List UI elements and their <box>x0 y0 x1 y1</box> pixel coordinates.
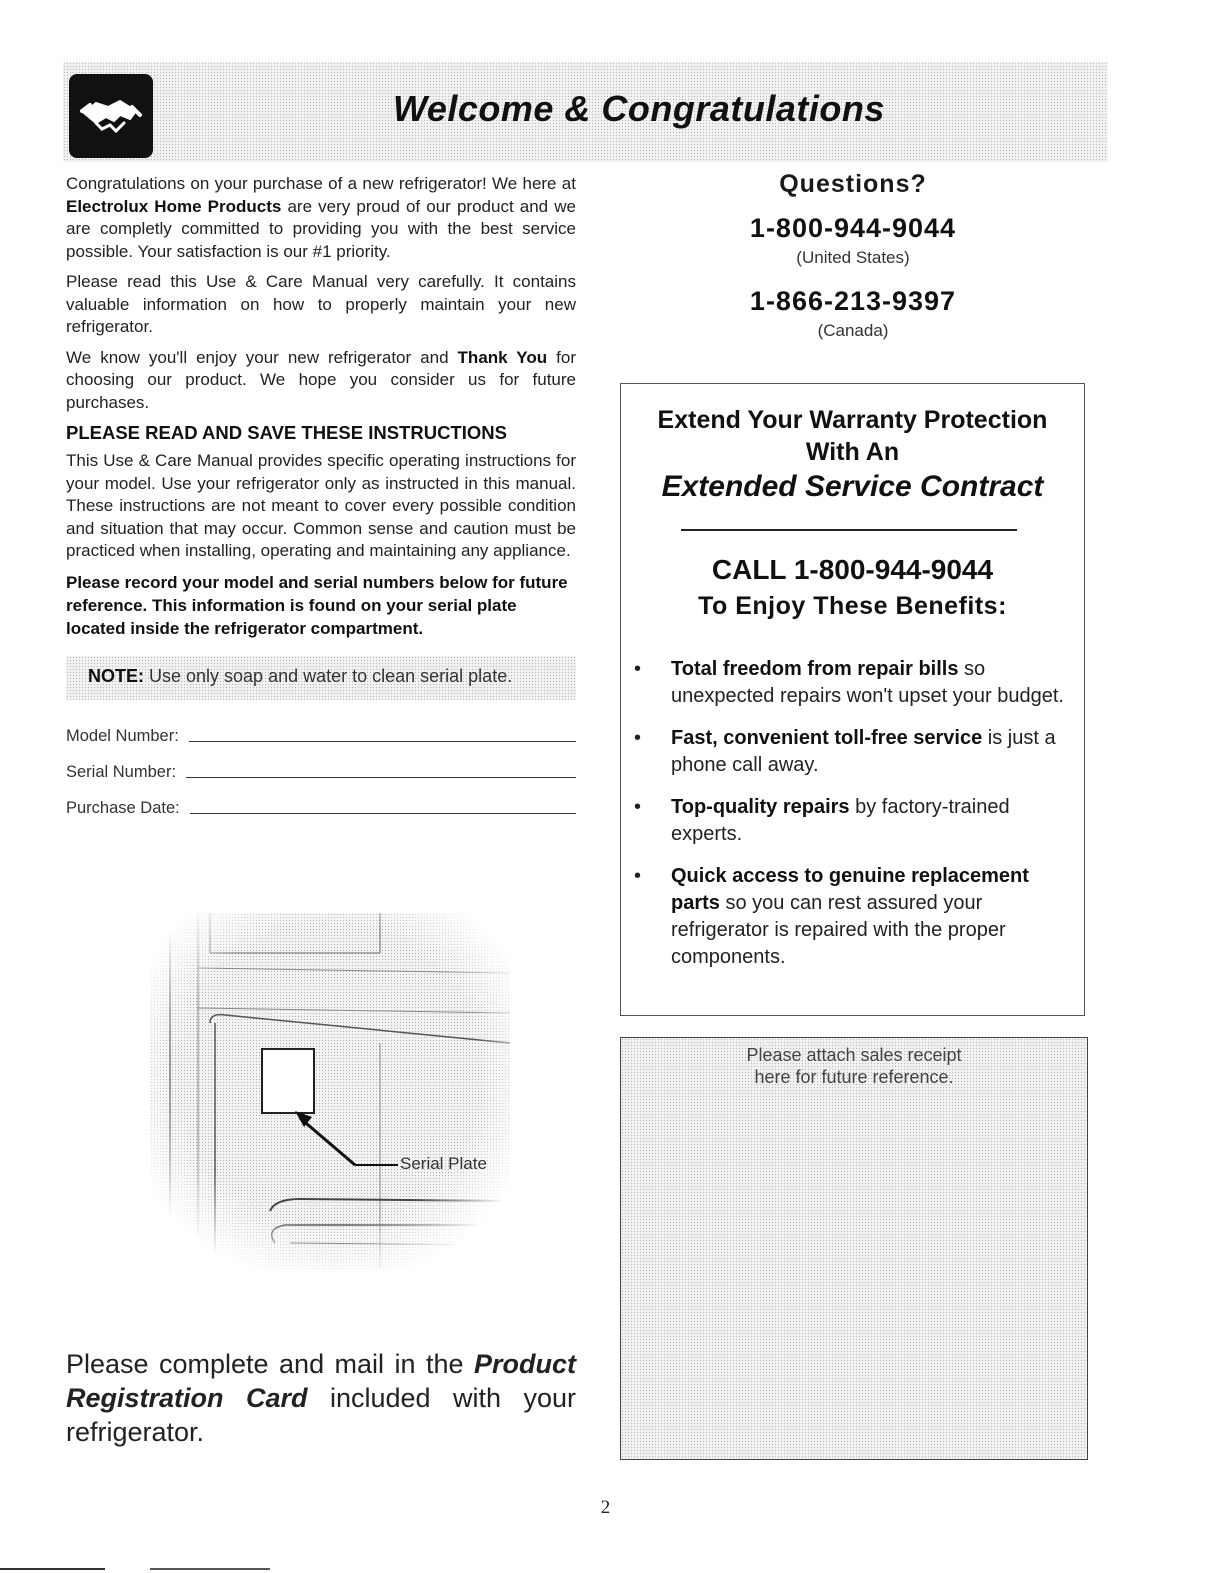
us-label: (United States) <box>796 248 910 267</box>
canada-label: (Canada) <box>817 321 889 340</box>
divider <box>681 529 1017 531</box>
receipt-instructions <box>621 1044 1087 1088</box>
purchase-date-field[interactable] <box>66 782 576 818</box>
call-number: CALL 1-800-944-9044 <box>711 554 994 585</box>
serial-plate-callout: Serial Plate <box>400 1154 487 1173</box>
footer-scan-marks <box>0 1560 330 1573</box>
thank-you-text: Thank You <box>457 347 548 367</box>
warranty-title <box>621 404 1084 468</box>
page-title: Welcome & Congratulations <box>393 88 885 129</box>
benefit-text: is just a phone call away. <box>671 727 1056 776</box>
intro-text: are very proud of our product and we are completly committed to providing you with the best service possible. Your satisfaction is our #1 priority. <box>66 196 576 261</box>
bullet-icon: • <box>634 658 642 680</box>
list-item <box>631 725 1071 779</box>
page-number: 2 <box>600 1497 611 1518</box>
questions-section <box>620 170 1086 341</box>
bullet-icon: • <box>634 865 642 887</box>
model-number-field[interactable] <box>66 710 576 746</box>
intro-text: for choosing our product. We hope you consider us for future purchases. <box>66 347 577 412</box>
bullet-icon: • <box>634 796 642 818</box>
registration-text: included with your refrigerator. <box>66 1383 576 1447</box>
warranty-box <box>620 383 1085 1016</box>
serial-plate-illustration <box>150 913 510 1269</box>
benefit-text: by factory-trained experts. <box>671 796 1010 845</box>
intro-paragraph-1 <box>66 173 576 263</box>
receipt-line: Please attach sales receipt <box>746 1045 962 1065</box>
list-item <box>631 794 1071 848</box>
list-item <box>631 656 1071 710</box>
benefit-text: so unexpected repairs won't upset your budget. <box>671 658 1064 707</box>
serial-number-field[interactable] <box>66 746 576 782</box>
model-number-line[interactable] <box>189 741 576 742</box>
bullet-icon: • <box>634 727 642 749</box>
purchase-date-line[interactable] <box>190 813 576 814</box>
us-phone-number: 1-800-944-9044 <box>749 213 957 243</box>
brand-name: Electrolux Home Products <box>66 196 282 216</box>
intro-text: We know you'll enjoy your new refrigerator and <box>66 347 458 367</box>
serial-number-line[interactable] <box>186 777 576 778</box>
benefit-bold: Total freedom from repair bills <box>671 658 959 680</box>
receipt-line: here for future reference. <box>754 1067 954 1087</box>
extended-service-contract: Extended Service Contract <box>661 470 1044 503</box>
intro-paragraph-3 <box>66 347 576 415</box>
warranty-title-line: Extend Your Warranty Protection <box>657 406 1048 434</box>
header-banner <box>63 62 1108 162</box>
instructions-body: This Use & Care Manual provides specific operating instructions for your model. Use your refrigerator only as instructed in this manual. These instructions are not meant to cover every possible condition and situation that may occur. Common sense and caution must be practiced when installing, operating and maintaining any appliance. <box>66 451 576 560</box>
serial-number-label: Serial Number: <box>66 762 177 781</box>
note-box <box>66 656 576 700</box>
benefits-heading: To Enjoy These Benefits: <box>698 592 1007 620</box>
handshake-icon <box>69 74 153 158</box>
left-column <box>66 173 576 818</box>
benefit-bold: Fast, convenient toll-free service <box>671 727 983 749</box>
registration-text: Please complete and mail in the <box>66 1349 474 1379</box>
canada-phone-number: 1-866-213-9397 <box>749 286 957 316</box>
benefit-bold: Quick access to genuine replacement parts <box>671 865 1029 914</box>
benefit-bold: Top-quality repairs <box>671 796 850 818</box>
note-label: NOTE: <box>88 665 144 686</box>
registration-note <box>66 1347 576 1449</box>
note-text <box>88 666 512 687</box>
benefit-text: so you can rest assured your refrigerator is repaired with the proper components. <box>671 892 1006 968</box>
intro-text: Congratulations on your purchase of a new refrigerator! We here at <box>66 174 576 193</box>
benefits-list <box>631 656 1071 986</box>
sales-receipt-box <box>620 1037 1088 1460</box>
questions-title: Questions? <box>779 170 927 198</box>
note-body: Use only soap and water to clean serial plate. <box>144 665 513 686</box>
purchase-date-label: Purchase Date: <box>66 798 180 817</box>
intro-paragraph-2: Please read this Use & Care Manual very carefully. It contains valuable information on how to properly maintain your new refrigerator. <box>66 272 576 336</box>
model-number-label: Model Number: <box>66 726 179 745</box>
record-numbers-note: Please record your model and serial numbers below for future reference. This information is found on your serial plate located inside the refrigerator compartment. <box>66 572 568 638</box>
registration-card-name: Product Registration Card <box>66 1349 576 1413</box>
instructions-heading: PLEASE READ AND SAVE THESE INSTRUCTIONS <box>66 422 507 443</box>
list-item <box>631 863 1071 971</box>
warranty-title-line: With An <box>805 438 900 466</box>
